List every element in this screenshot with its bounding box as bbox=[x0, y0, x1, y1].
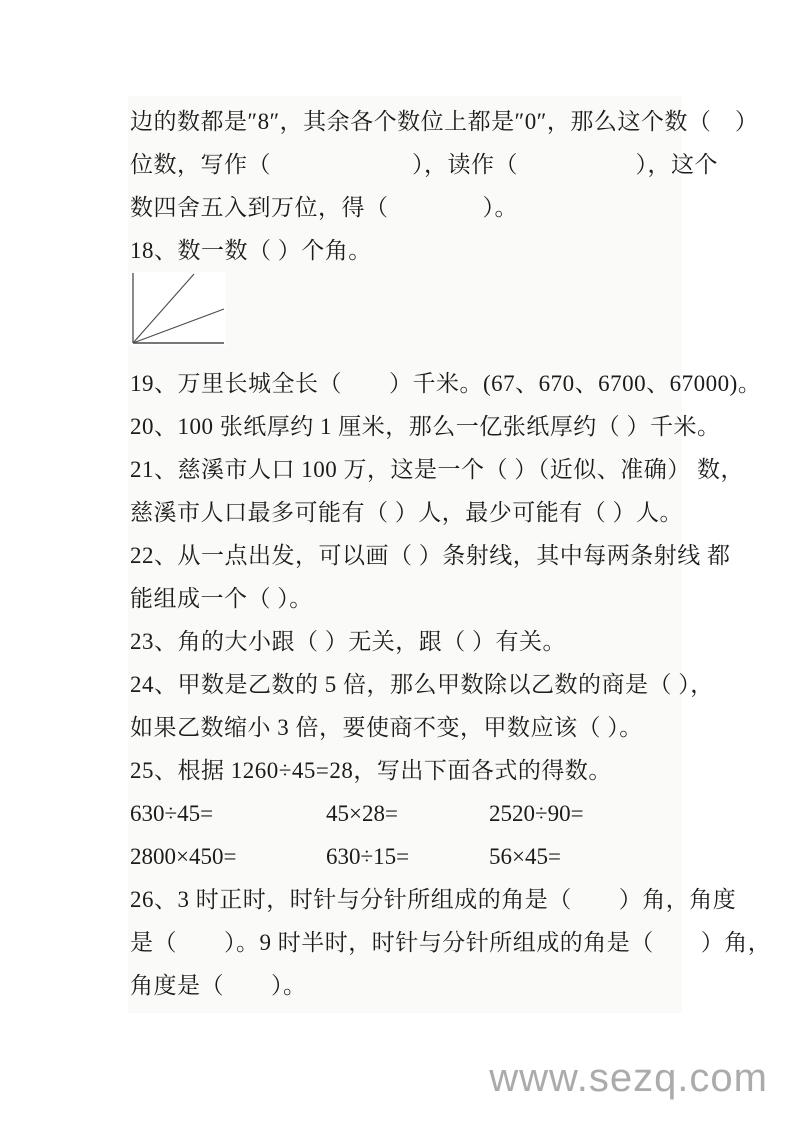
equation-row-1 bbox=[130, 792, 682, 835]
question-18-line: 18、数一数（ ）个角。 bbox=[130, 238, 372, 263]
question-17-line-1: 边的数都是″8″，其余各个数位上都是″0″，那么这个数（ ） bbox=[130, 109, 759, 134]
question-26-line-1: 26、3 时正时，时针与分针所组成的角是（ ）角，角度 bbox=[130, 887, 737, 912]
question-17-line-3: 数四舍五入到万位，得（ ）。 bbox=[130, 195, 518, 220]
question-19-line: 19、万里长城全长（ ）千米。(67、670、6700、67000)。 bbox=[130, 371, 762, 396]
worksheet-content bbox=[128, 96, 772, 1013]
question-20-line: 20、100 张纸厚约 1 厘米，那么一亿张纸厚约（ ）千米。 bbox=[130, 414, 721, 439]
equation: 630÷45= bbox=[130, 801, 214, 826]
angle-figure bbox=[130, 272, 226, 346]
question-22-line-1: 22、从一点出发，可以画（ ）条射线，其中每两条射线 都 bbox=[130, 543, 731, 568]
question-25-line: 25、根据 1260÷45=28，写出下面各式的得数。 bbox=[130, 758, 612, 783]
equation: 2800×450= bbox=[130, 844, 237, 869]
equation-row-2 bbox=[130, 835, 682, 878]
equation: 56×45= bbox=[489, 844, 561, 869]
question-24-line-2: 如果乙数缩小 3 倍，要使商不变，甲数应该（ ）。 bbox=[130, 715, 643, 740]
angle-rays-diagram bbox=[130, 272, 226, 346]
question-22-line-2: 能组成一个（ ）。 bbox=[130, 586, 313, 611]
question-26-line-2: 是（ ）。9 时半时，时针与分针所组成的角是（ ）角， bbox=[130, 930, 772, 955]
question-23-line: 23、角的大小跟（ ）无关，跟（ ）有关。 bbox=[130, 629, 566, 654]
watermark: www.sezq.com bbox=[489, 1056, 768, 1100]
question-26-line-3: 角度是（ ）。 bbox=[130, 973, 307, 998]
equation: 45×28= bbox=[326, 801, 398, 826]
equation: 2520÷90= bbox=[489, 801, 584, 826]
question-24-line-1: 24、甲数是乙数的 5 倍，那么甲数除以乙数的商是（ ）， bbox=[130, 672, 714, 697]
question-17-line-2: 位数，写作（ ），读作（ ），这个 bbox=[130, 152, 718, 177]
question-21-line-1: 21、慈溪市人口 100 万，这是一个（ ）（近似、准确） 数， bbox=[130, 457, 744, 482]
question-21-line-2: 慈溪市人口最多可能有（ ）人，最少可能有（ ）人。 bbox=[130, 500, 683, 525]
equation: 630÷15= bbox=[326, 844, 410, 869]
